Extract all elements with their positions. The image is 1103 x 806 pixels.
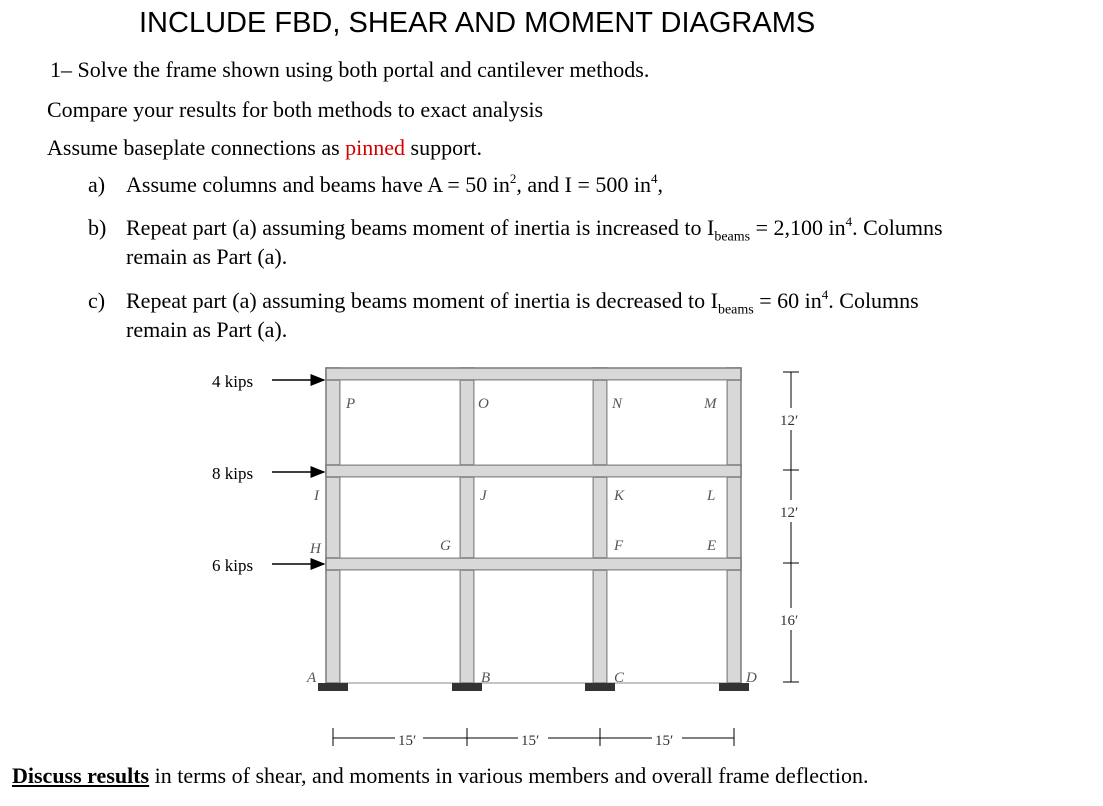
discussion-instruction [12,763,869,789]
joint-label-f: F [614,538,624,554]
support-d [719,683,749,691]
page-title: INCLUDE FBD, SHEAR AND MOMENT DIAGRAMS [139,7,816,39]
part-c-sub: beams [717,302,754,318]
part-c-mid: = 60 in [753,288,822,313]
part-c-pre: Repeat part (a) assuming beams moment of inertia is decreased to I [126,288,718,313]
joint-label-j: J [480,488,487,504]
part-b-line2: remain as Part (a). [126,244,288,269]
beam-level-1 [326,558,741,570]
column-d [727,368,741,683]
part-b-pre: Repeat part (a) assuming beams moment of inertia is increased to I [126,215,715,240]
span-label-ab: 15′ [398,733,417,749]
part-b-label: b) [88,215,107,240]
part-b-mid: = 2,100 in [750,215,846,240]
support-a [318,683,348,691]
part-b-exp: 4 [845,213,853,229]
discussion-text: in terms of shear, and moments in various members and overall frame deflection. [149,763,869,788]
part-b-sub: beams [714,229,751,245]
column-c [593,368,607,683]
part-c-post: . Columns [828,288,919,313]
pinned-highlight: pinned [345,135,406,160]
joint-label-o: O [478,396,489,412]
part-c-exp: 4 [821,286,829,302]
joint-label-a: A [307,670,317,686]
joint-label-p: P [346,396,356,412]
column-a [326,368,340,683]
joint-label-k: K [614,488,625,504]
discuss-results-emphasis: Discuss results [12,763,150,788]
beam-roof [326,368,741,380]
problem-statement: 1– Solve the frame shown using both portal and cantilever methods. [50,57,650,82]
height-label-middle: 12′ [780,505,799,521]
part-c-label: c) [88,288,106,313]
beam-level-2 [326,465,741,477]
joint-label-n: N [612,396,623,412]
column-b [460,368,474,683]
part-a-pre: Assume columns and beams have A = 50 in [126,172,510,197]
part-a-label: a) [88,172,106,197]
part-a-exp2: 4 [651,170,658,186]
load-label-level-2: 8 kips [212,464,254,483]
load-label-level-1: 6 kips [212,556,254,575]
joint-label-b: B [481,670,491,686]
part-c-line2: remain as Part (a). [126,317,288,342]
part-a-post: , [657,172,664,197]
load-label-roof: 4 kips [212,372,254,391]
joint-label-h: H [310,541,321,557]
joint-label-c: C [614,670,625,686]
span-label-cd: 15′ [655,733,674,749]
joint-label-m: M [704,396,717,412]
joint-label-d: D [746,670,757,686]
span-label-bc: 15′ [521,733,540,749]
joint-label-e: E [707,538,717,554]
part-a-exp1: 2 [509,170,517,186]
height-label-bottom: 16′ [780,613,799,629]
support-text-pre: Assume baseplate connections as [47,135,346,160]
part-b-post: . Columns [852,215,943,240]
joint-label-l: L [707,488,716,504]
height-label-top: 12′ [780,413,799,429]
support-b [452,683,482,691]
compare-instruction: Compare your results for both methods to exact analysis [47,97,544,122]
support-text-post: support. [405,135,483,160]
joint-label-g: G [440,538,451,554]
joint-label-i: I [314,488,319,504]
support-c [585,683,615,691]
part-a-mid: , and I = 500 in [516,172,652,197]
